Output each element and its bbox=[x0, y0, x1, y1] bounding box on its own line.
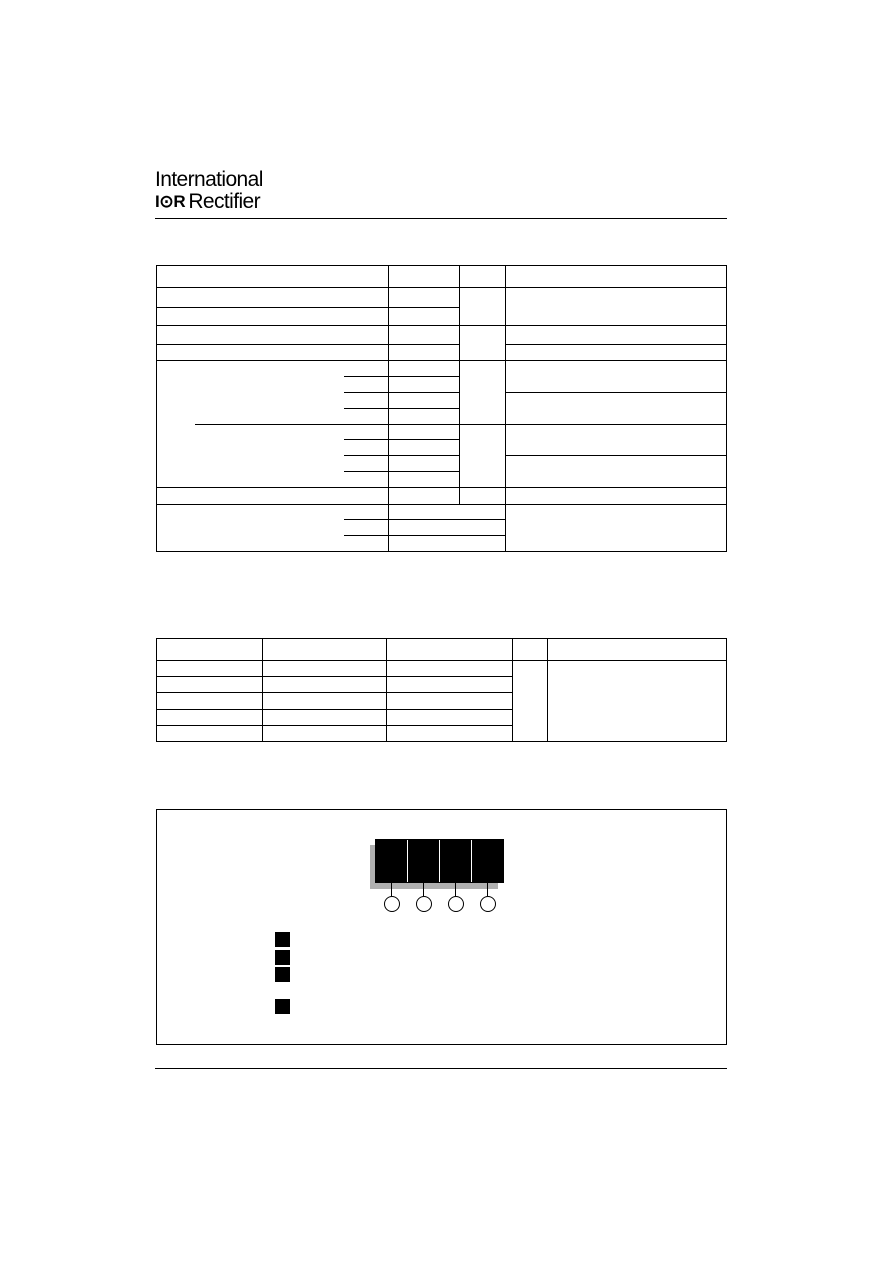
square-marker-1-icon bbox=[275, 932, 290, 947]
ratings-table-sub-rule bbox=[344, 519, 505, 520]
ordering-table-col-rule bbox=[386, 638, 387, 742]
code-leader-line bbox=[391, 883, 392, 896]
ratings-table-col-rule bbox=[459, 265, 460, 504]
ratings-table-row-rule bbox=[156, 307, 459, 308]
ratings-table-group-rule bbox=[195, 424, 727, 425]
ordering-table-row-rule bbox=[156, 676, 512, 677]
ratings-table-row-rule bbox=[156, 487, 727, 488]
ratings-table-header-rule bbox=[156, 287, 727, 288]
international-rectifier-logo bbox=[155, 168, 275, 214]
ordering-table-row-rule bbox=[156, 692, 512, 693]
ordering-table-header-rule bbox=[156, 660, 727, 661]
code-leader-line bbox=[455, 883, 456, 896]
ratings-table-sub-rule bbox=[344, 376, 459, 377]
ratings-table-sub-rule bbox=[505, 392, 727, 393]
code-block-divider bbox=[439, 840, 440, 882]
ratings-table-row-rule bbox=[156, 360, 727, 361]
ratings-table-col-rule bbox=[388, 265, 389, 552]
ratings-table-sub-rule bbox=[344, 471, 459, 472]
ratings-table-sub-rule bbox=[344, 408, 459, 409]
code-leader-line bbox=[423, 883, 424, 896]
logo-line-rectifier bbox=[155, 190, 260, 214]
ordering-table-col-rule bbox=[512, 638, 513, 742]
square-marker-3-icon bbox=[275, 967, 290, 982]
circle-marker-3-icon bbox=[448, 896, 464, 912]
ratings-table-row-rule bbox=[156, 504, 727, 505]
ior-logo-icon: I⊙R bbox=[155, 192, 186, 211]
ratings-table-sub-rule bbox=[344, 455, 459, 456]
header-rule bbox=[155, 218, 727, 219]
circle-marker-2-icon bbox=[416, 896, 432, 912]
square-marker-4-icon bbox=[275, 999, 290, 1014]
ratings-table-sub-rule bbox=[505, 455, 727, 456]
logo-word-rectifier: Rectifier bbox=[188, 190, 260, 213]
code-block-divider bbox=[407, 840, 408, 882]
footer-rule bbox=[155, 1068, 727, 1069]
logo-line-international: International bbox=[155, 168, 263, 191]
ordering-table-row-rule bbox=[156, 725, 512, 726]
code-leader-line bbox=[487, 883, 488, 896]
ordering-table-row-rule bbox=[156, 709, 512, 710]
circle-marker-4-icon bbox=[480, 896, 496, 912]
circle-marker-1-icon bbox=[384, 896, 400, 912]
ratings-table-row-rule bbox=[156, 344, 459, 345]
code-block-divider bbox=[471, 840, 472, 882]
ratings-table-sub-rule bbox=[344, 439, 459, 440]
ordering-table-col-rule bbox=[547, 638, 548, 742]
ratings-table-sub-rule bbox=[344, 535, 505, 536]
ratings-table-row-rule bbox=[156, 325, 727, 326]
ratings-table-sub-rule bbox=[344, 392, 459, 393]
ratings-table-row-rule bbox=[505, 344, 727, 345]
square-marker-2-icon bbox=[275, 950, 290, 965]
ordering-table-col-rule bbox=[262, 638, 263, 742]
ratings-table-col-rule bbox=[505, 265, 506, 552]
ordering-table-frame bbox=[156, 638, 727, 742]
